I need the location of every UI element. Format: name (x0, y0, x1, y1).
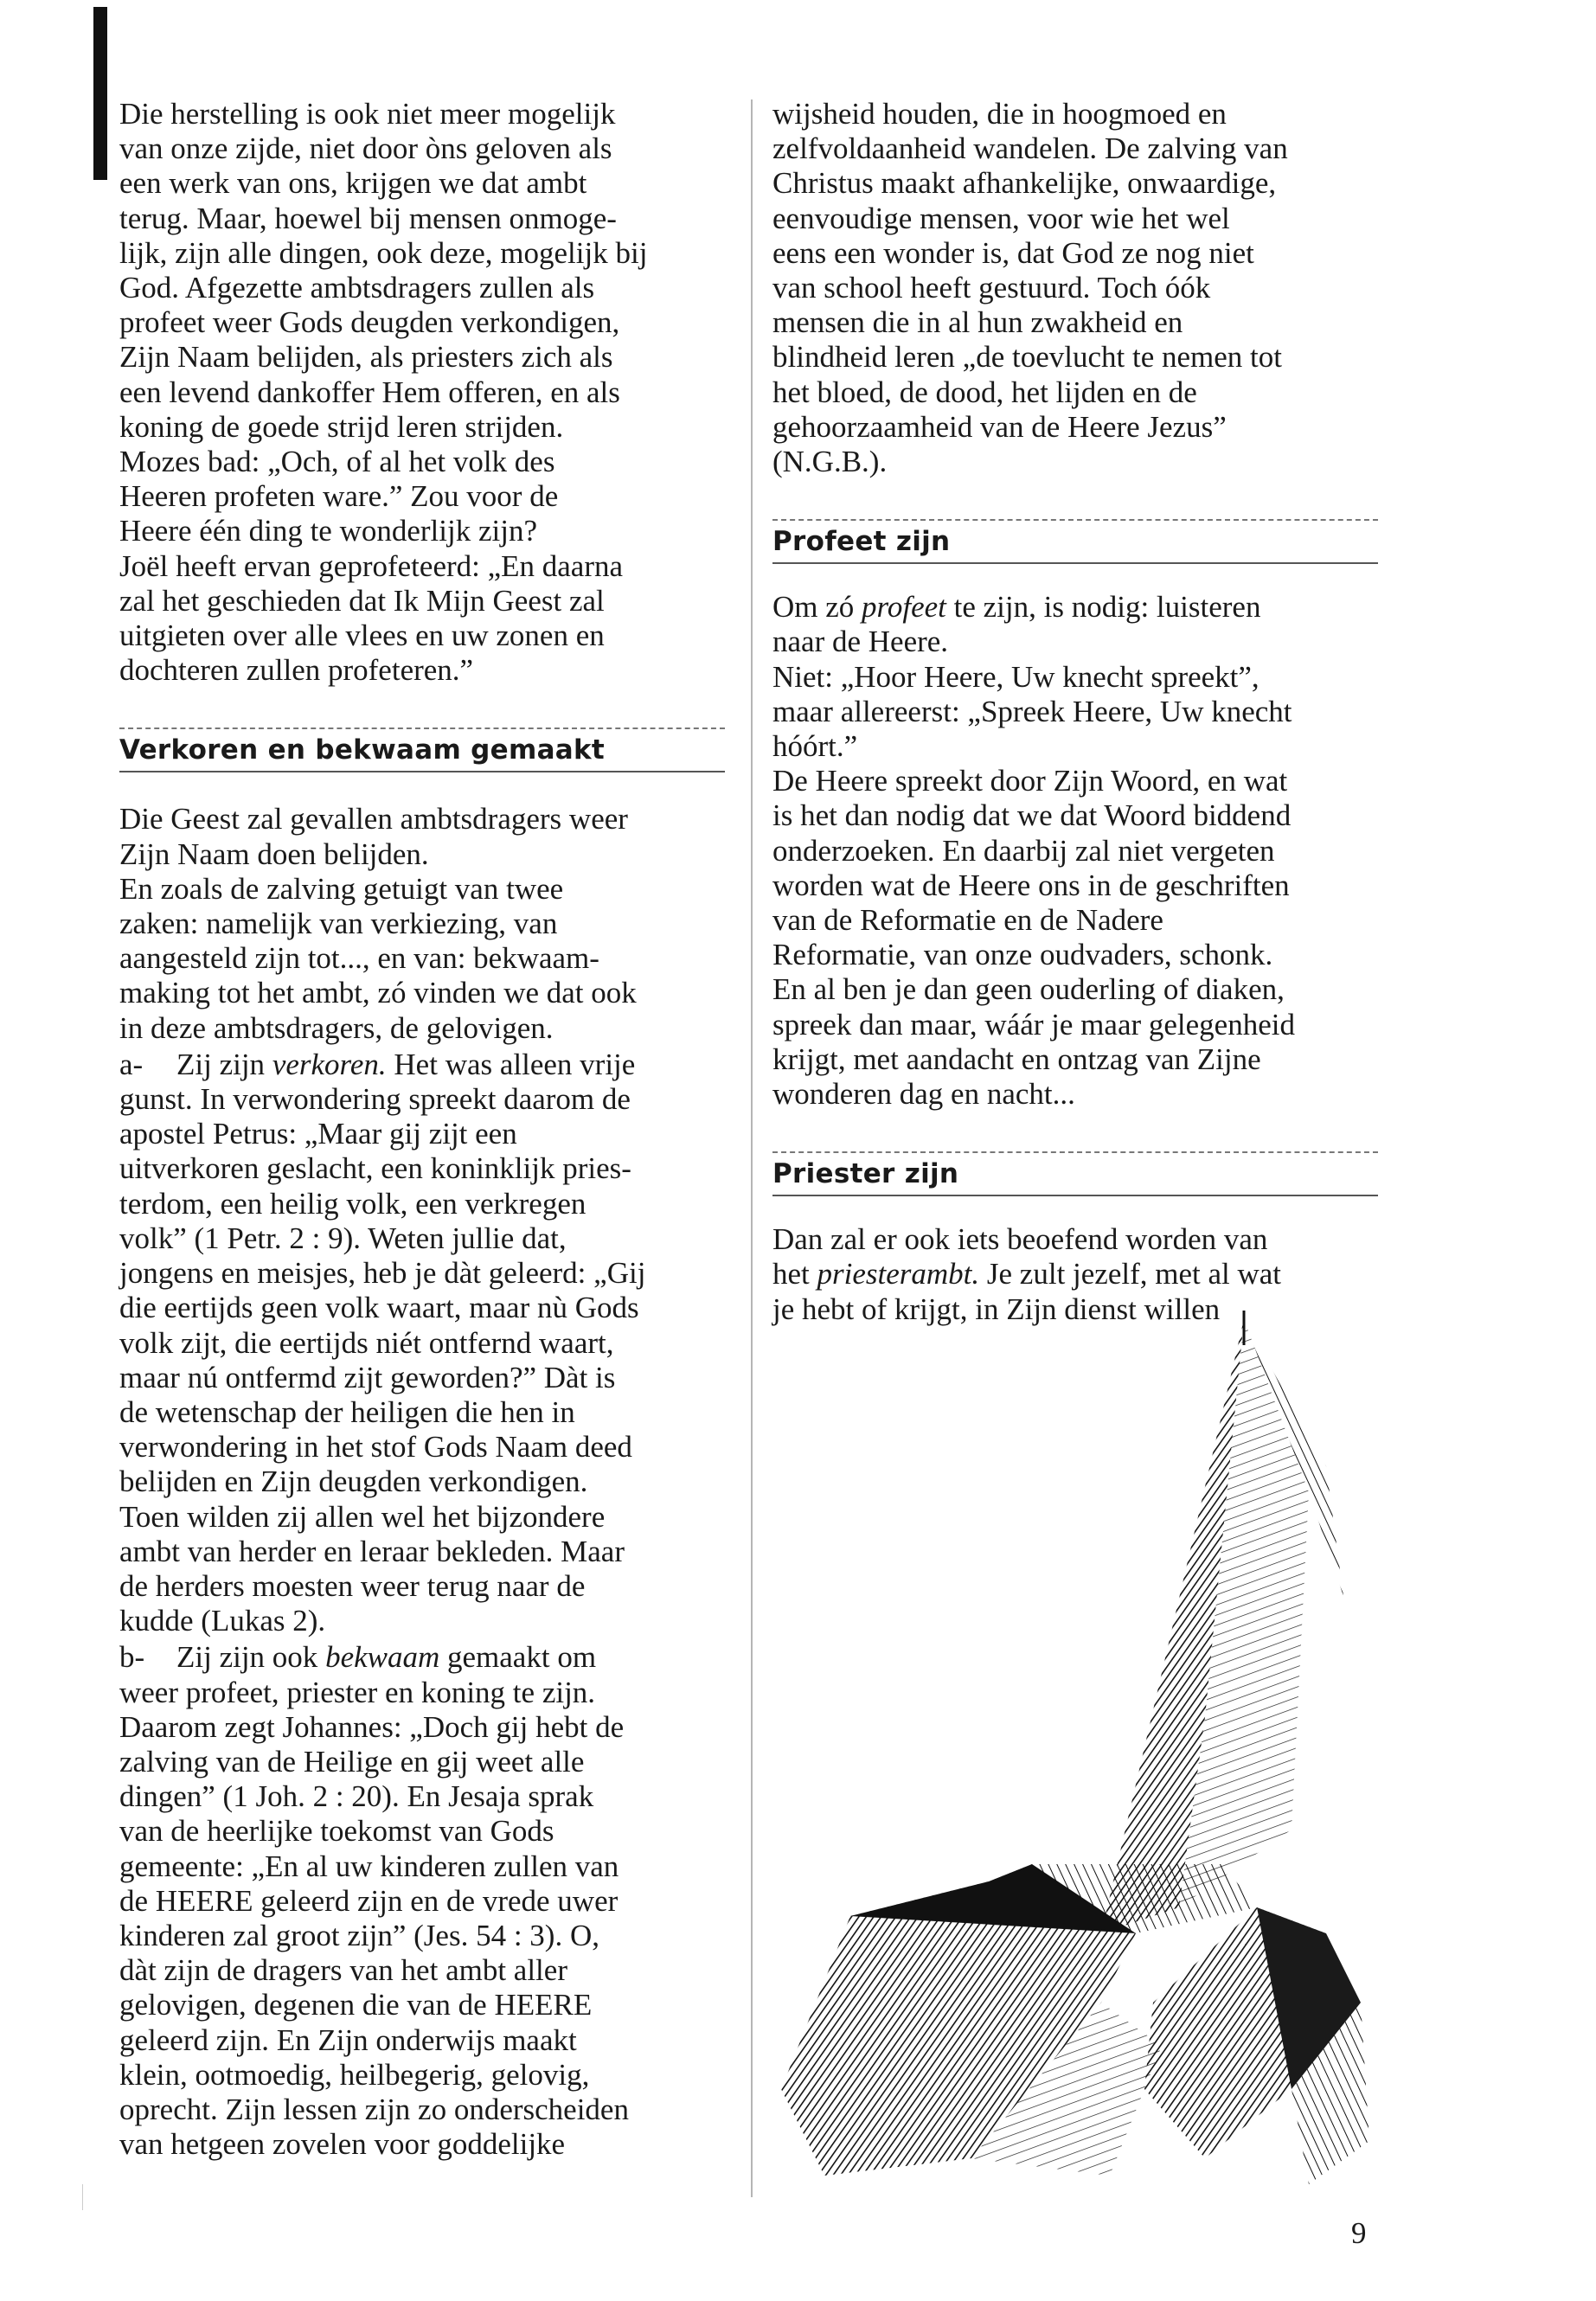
right-paragraph-3-pre: Dan zal er ook iets beoefend worden van het (772, 1222, 1268, 1292)
right-paragraph-2 (772, 590, 1395, 1112)
section-rule-bottom (119, 771, 725, 772)
item-b-text: gemaakt om weer profeet, priester en koning te zijn. Daarom zegt Johannes: „Doch gij hebt de zalving van de Heilige en gij weet alle dingen” (1 Joh. 2 : 20). En Jesaja sprak van de heerlijke toekomst van Gods gemeente: „En al uw kinderen zullen van de HEERE geleerd zijn en de vrede uwer kinderen zal groot zijn” (Jes. 54 : 3). O, dàt zijn de dragers van het ambt aller gelovigen, degenen die van de HEERE geleerd zijn. En Zijn onderwijs maakt klein, ootmoedig, heilbegerig, gelovig, oprecht. Zijn lessen zijn zo onderscheiden van hetgeen zovelen voor goddelijke (119, 1640, 629, 2162)
left-column (119, 97, 725, 2162)
item-b-pre: Zij zijn ook (176, 1640, 326, 1675)
margin-mark (82, 2184, 83, 2210)
roof-shapes (781, 1864, 1369, 2184)
item-a-pre: Zij zijn (176, 1047, 272, 1081)
right-paragraph-2-pre: Om zó (772, 590, 862, 625)
item-b (119, 1640, 725, 2162)
right-paragraph-3-emphasis: priesterambt. (817, 1257, 980, 1292)
section-rule-bottom (772, 562, 1378, 564)
item-a (119, 1048, 725, 1638)
item-a-label: a- (119, 1047, 144, 1081)
church-roofs-illustration (772, 1311, 1378, 2193)
column-divider (751, 99, 753, 2197)
right-paragraph-2-emphasis: profeet (862, 590, 946, 625)
section-header-priester (772, 1151, 1378, 1196)
section-header-profeet (772, 519, 1378, 564)
right-paragraph-2-text: te zijn, is nodig: luisteren naar de Heere. Niet: „Hoor Heere, Uw knecht spreekt”, maar allereerst: „Spreek Heere, Uw knecht hóórt.” De Heere spreekt door Zijn Woord, en wat is het dan nodig dat we dat Woord biddend onderzoeken. En daarbij zal niet vergeten worden wat de Heere ons in de geschriften van de Reformatie en de Nadere Reformatie, van onze oudvaders, schonk. En al ben je dan geen ouderling of diaken, spreek dan maar, wáár je maar gelegenheid krijgt, met aandacht en ontzag van Zijne wonderen dag en nacht... (772, 590, 1295, 1112)
item-b-label: b- (119, 1640, 145, 1675)
section-rule-bottom (772, 1195, 1378, 1196)
page-number: 9 (1351, 2216, 1367, 2250)
item-a-emphasis: verkoren. (272, 1047, 387, 1081)
section-heading-verkoren: Verkoren en bekwaam gemaakt (119, 734, 606, 766)
right-column (772, 97, 1395, 1327)
item-b-emphasis: bekwaam (325, 1640, 440, 1675)
left-paragraph-2: Die Geest zal gevallen ambtsdragers weer Zijn Naam doen belijden. En zoals de zalving getuigt van twee zaken: namelijk van verkiezing, van aangesteld zijn tot..., en van: bekwaam- making tot het ambt, zó vinden we dat ook in deze ambtsdragers, de gelovigen. (119, 802, 637, 1045)
page-edge-bar (93, 7, 107, 180)
item-a-text: Het was alleen vrije gunst. In verwondering spreekt daarom de apostel Petrus: „Maar gij zijt een uitverkoren geslacht, een koninklijk pries- terdom, een heilig volk, een verkregen volk” (1 Petr. 2 : 9). Weten jullie dat, jongens en meisjes, heb je dàt geleerd: „Gij die eertijds geen volk waart, maar nù Gods volk zijt, die eertijds niét ontfernd waart, maar nú ontfermd zijt geworden?” Dàt is de wetenschap der heiligen die hen in verwondering in het stof Gods Naam deed belijden en Zijn deugden verkondigen. Toen wilden zij allen wel het bijzondere ambt van herder en leraar bekleden. Maar de herders moesten weer terug naar de kudde (Lukas 2). (119, 1047, 646, 1638)
section-heading-profeet: Profeet zijn (772, 526, 951, 558)
right-paragraph-3-text: Je zult jezelf, met al wat je hebt of krijgt, in Zijn dienst willen (772, 1257, 1282, 1326)
section-heading-priester: Priester zijn (772, 1158, 959, 1190)
spire-shape (1101, 1311, 1343, 1933)
left-paragraph-1: Die herstelling is ook niet meer mogelijk van onze zijde, niet door òns geloven als een werk van ons, krijgen we dat ambt terug. Maar, hoewel bij mensen onmoge- lijk, zijn alle dingen, ook deze, mogelijk bij God. Afgezette ambtsdragers zullen als profeet weer Gods deugden verkondigen, Zijn Naam belijden, als priesters zich als een levend dankoffer Hem offeren, en als koning de goede strijd leren strijden. Mozes bad: „Och, of al het volk des Heeren profeten ware.” Zou voor de Heere één ding te wonderlijk zijn? Joël heeft ervan geprofeteerd: „En daarna zal het geschieden dat Ik Mijn Geest zal uitgieten over alle vlees en uw zonen en dochteren zullen profeteren.” (119, 97, 648, 688)
section-header-verkoren (119, 727, 725, 772)
right-paragraph-1: wijsheid houden, die in hoogmoed en zelfvoldaanheid wandelen. De zalving van Christus maakt afhankelijke, onwaardige, eenvoudige mensen, voor wie het wel eens een wonder is, dat God ze nog niet van school heeft gestuurd. Toch óók mensen die in al hun zwakheid en blindheid leren „de toevlucht te nemen tot het bloed, de dood, het lijden en de gehoorzaamheid van de Heere Jezus” (N.G.B.). (772, 97, 1288, 479)
